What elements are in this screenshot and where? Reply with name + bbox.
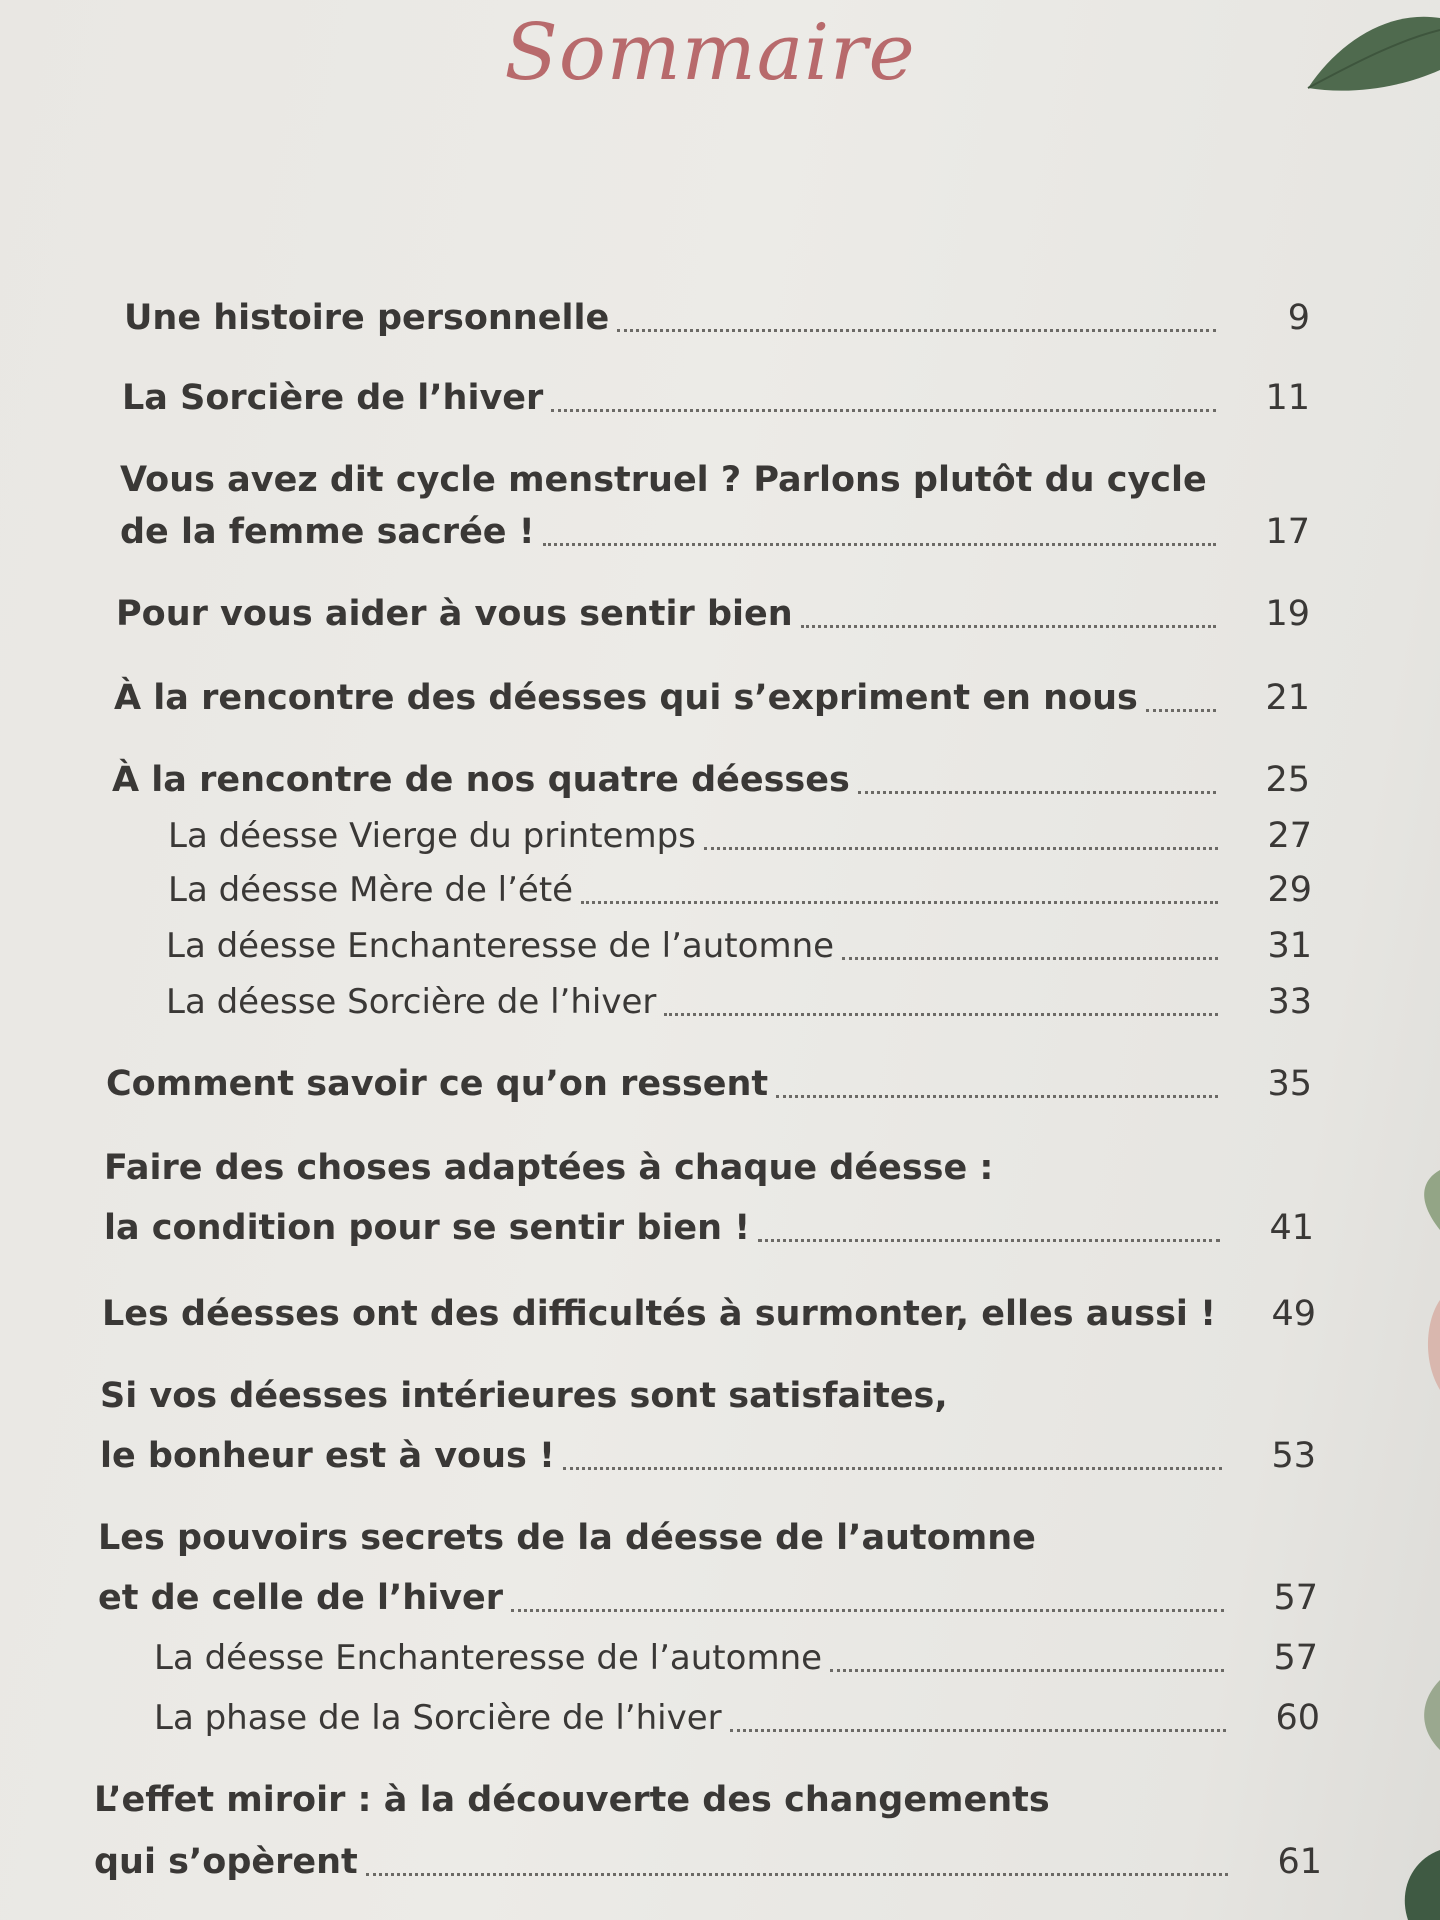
toc-entry-title: La déesse Enchanteresse de l’automne [166,926,835,966]
dot-leader [664,1013,1218,1016]
toc-entry[interactable] [104,1204,1314,1252]
toc-entry-page: 53 [1271,1436,1316,1476]
dot-leader [858,791,1216,794]
toc-entry-page: 27 [1267,816,1312,856]
toc-entry[interactable] [98,1574,1318,1622]
toc-entry-title: le bonheur est à vous ! [100,1436,555,1476]
dot-leader [776,1095,1218,1098]
dot-leader [551,409,1216,412]
dot-leader [543,543,1216,546]
toc-entry-title: À la rencontre de nos quatre déesses [112,760,850,800]
toc-subentry[interactable] [154,1694,1320,1742]
toc-entry[interactable] [94,1838,1322,1886]
toc-entry-title-line1: Si vos déesses intérieures sont satisfaites, [100,1376,948,1416]
toc-subentry[interactable] [168,866,1312,914]
dot-leader [830,1669,1224,1672]
page-title: Sommaire [504,8,916,98]
toc-entry-title: La Sorcière de l’hiver [122,378,544,418]
toc-entry-title: et de celle de l’hiver [98,1578,504,1618]
toc-entry[interactable] [122,374,1310,422]
toc-entry-page: 61 [1277,1842,1322,1882]
dot-leader [581,901,1218,904]
dot-leader [842,957,1218,960]
toc-entry[interactable] [106,1060,1312,1108]
toc-entry-title: Pour vous aider à vous sentir bien [116,594,793,634]
toc-entry-title: Les déesses ont des difficultés à surmonter, elles aussi ! [102,1294,1217,1334]
dot-leader [511,1609,1224,1612]
toc-entry-page: 60 [1275,1698,1320,1738]
toc-entry-title: La déesse Vierge du printemps [168,816,696,856]
toc-subentry[interactable] [166,978,1312,1026]
toc-entry[interactable] [102,1290,1316,1338]
toc-entry[interactable] [114,674,1310,722]
toc-entry-page: 57 [1273,1638,1318,1678]
toc-entry-page: 17 [1265,512,1310,552]
toc-entry-title: Une histoire personnelle [124,298,610,338]
toc-entry-title-line1: Les pouvoirs secrets de la déesse de l’automne [98,1518,1036,1558]
toc-entry-title: la condition pour se sentir bien ! [104,1208,751,1248]
toc-entry-page: 19 [1265,594,1310,634]
toc-entry-page: 11 [1265,378,1310,418]
toc-entry-title: La déesse Enchanteresse de l’automne [154,1638,823,1678]
dot-leader [704,847,1218,850]
dot-leader [758,1239,1220,1242]
dot-leader [366,1873,1228,1876]
toc-entry[interactable] [120,508,1310,556]
dot-leader [730,1729,1226,1732]
dot-leader [1146,709,1216,712]
dot-leader [563,1467,1222,1470]
toc-entry-title-line1: Vous avez dit cycle menstruel ? Parlons plutôt du cycle [120,460,1207,500]
toc-entry-title: La phase de la Sorcière de l’hiver [154,1698,722,1738]
toc-entry-page: 21 [1265,678,1310,718]
toc-entry-page: 29 [1267,870,1312,910]
toc-entry[interactable] [112,756,1310,804]
toc-entry-title: Comment savoir ce qu’on ressent [106,1064,769,1104]
toc-subentry[interactable] [154,1634,1318,1682]
toc-entry-page: 33 [1267,982,1312,1022]
toc-entry-page: 31 [1267,926,1312,966]
toc-entry-title: La déesse Mère de l’été [168,870,574,910]
toc-entry-title-line1: Faire des choses adaptées à chaque déesse : [104,1148,994,1188]
toc-entry-page: 35 [1267,1064,1312,1104]
toc-entry-title-line1: L’effet miroir : à la découverte des changements [94,1780,1050,1820]
toc-entry-page: 41 [1269,1208,1314,1248]
toc-entry[interactable] [124,294,1310,342]
toc-subentry[interactable] [166,922,1312,970]
toc-entry-title: de la femme sacrée ! [120,512,535,552]
toc-entry-page: 9 [1287,298,1310,338]
toc-entry-page: 57 [1273,1578,1318,1618]
toc-entry[interactable] [116,590,1310,638]
toc-entry-title: À la rencontre des déesses qui s’expriment en nous [114,678,1138,718]
dot-leader [617,329,1216,332]
toc-entry-page: 25 [1265,760,1310,800]
dot-leader [801,625,1216,628]
toc-entry-title: La déesse Sorcière de l’hiver [166,982,657,1022]
toc-entry-page: 49 [1271,1294,1316,1334]
toc-subentry[interactable] [168,812,1312,860]
toc-entry[interactable] [100,1432,1316,1480]
toc-entry-title: qui s’opèrent [94,1842,358,1882]
